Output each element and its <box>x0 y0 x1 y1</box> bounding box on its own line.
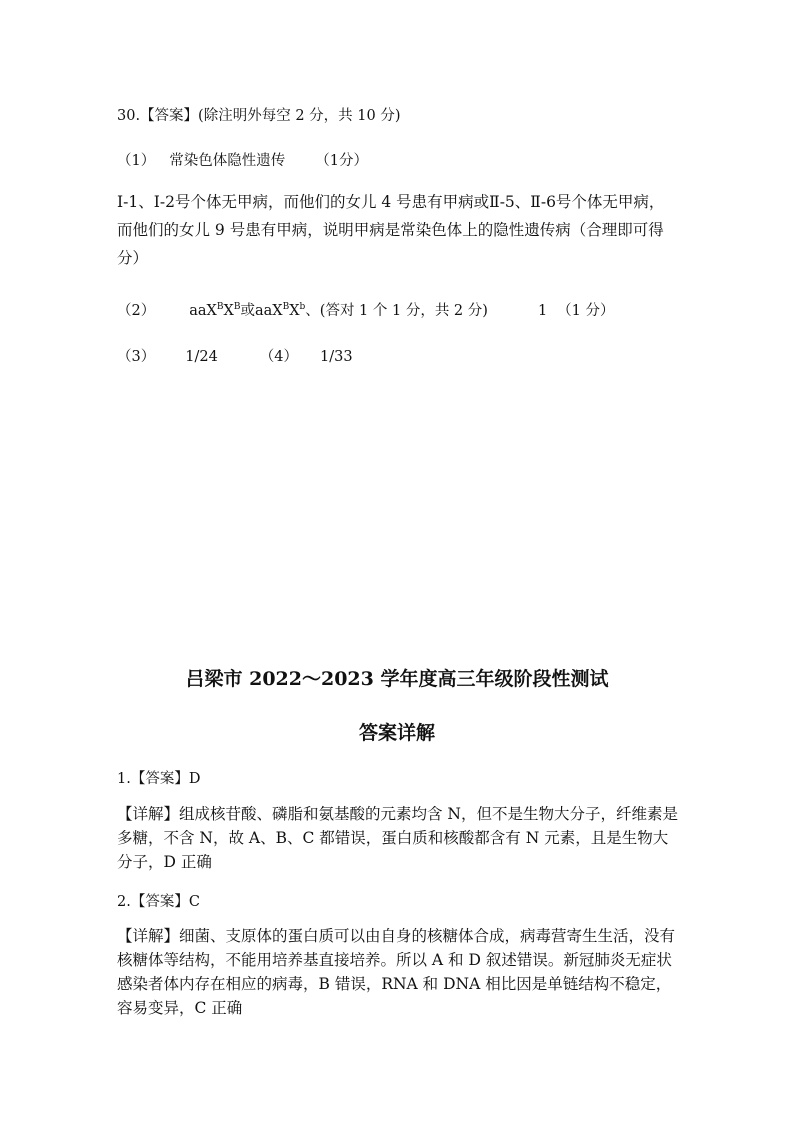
sub2-note: 、(答对 1 个 1 分，共 2 分) <box>305 303 488 319</box>
q1-detail: 【详解】组成核苷酸、磷脂和氨基酸的元素均含 N，但不是生物大分子，纤维素是多糖，不含 N，故 A、B、C 都错误，蛋白质和核酸都含有 N 元素，且是生物大分子，D 正确 <box>117 805 678 871</box>
sub3-number: （3） <box>117 349 156 365</box>
sub1-points: （1分） <box>315 153 368 169</box>
sub3-answer: 1/24 <box>185 349 218 365</box>
q30-sub3-sub4 <box>117 345 353 366</box>
sub2-answer: 1 <box>537 303 548 319</box>
q30-header: 30.【答案】(除注明外每空 2 分，共 10 分) <box>117 108 401 124</box>
genotype-1: $aaX^BX^B$ <box>189 302 241 319</box>
document-title: 吕梁市 2022～2023 学年度高三年级阶段性测试 <box>185 668 609 690</box>
sub2-or: 或 <box>240 303 255 319</box>
q2-detail: 【详解】细菌、支原体的蛋白质可以由自身的核糖体合成，病毒营寄生生活，没有核糖体等结构，不能用培养基直接培养。所以 A 和 D 叙述错误。新冠肺炎无症状感染者体内存在相应的病毒，B 错误，RNA 和 DNA 相比因是单链结构不稳定，容易变异，C 正确 <box>117 927 676 1017</box>
document-subtitle: 答案详解 <box>358 722 435 744</box>
q1-answer: 1.【答案】D <box>117 771 201 787</box>
q2-answer: 2.【答案】C <box>117 894 200 910</box>
genotype-2: $aaX^BX^b$ <box>254 302 306 319</box>
q30-explanation: Ⅰ-1、Ⅰ-2号个体无甲病，而他们的女儿 4 号患有甲病或Ⅱ-5、Ⅱ-6号个体无甲病，而他们的女儿 9 号患有甲病，说明甲病是常染色体上的隐性遗传病（合理即可得分） <box>117 193 665 267</box>
sub2-number: （2） <box>117 303 156 319</box>
sub1-answer: 常染色体隐性遗传 <box>169 153 286 169</box>
sub4-number: （4） <box>259 349 299 365</box>
q30-sub1 <box>117 149 368 170</box>
sub4-answer: 1/33 <box>320 349 353 365</box>
q30-sub2 <box>117 299 615 320</box>
sub1-number: （1） <box>117 153 156 169</box>
sub2-points: （1 分） <box>557 303 615 319</box>
